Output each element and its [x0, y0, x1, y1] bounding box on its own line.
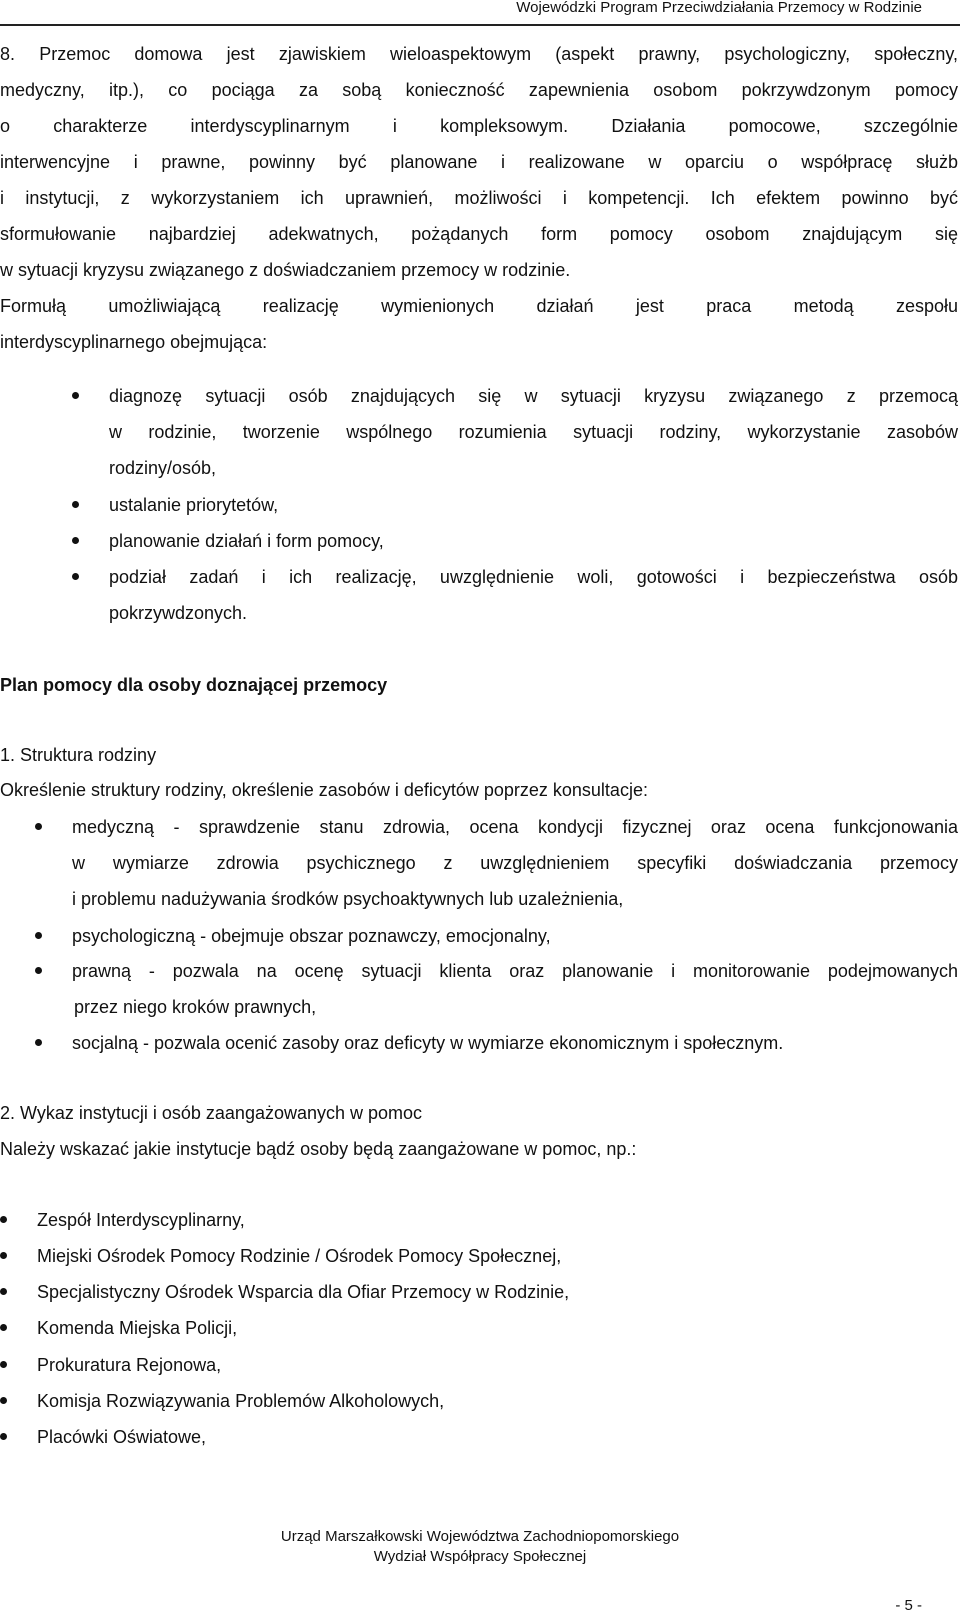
bullet-icon: [72, 573, 79, 580]
p8-line-2: o charakterze interdyscyplinarnym i kompleksowym. Działania pomocowe, szczególnie: [0, 116, 958, 136]
bullet-icon: [0, 1324, 7, 1331]
list1-item-1: ustalanie priorytetów,: [109, 495, 279, 515]
list2-item-0-line-1: w wymiarze zdrowia psychicznego z uwzględnieniem specyfiki doświadczania przemocy: [72, 853, 958, 873]
section-2-title: 2. Wykaz instytucji i osób zaangażowanych w pomoc: [0, 1103, 423, 1123]
bullet-icon: [0, 1216, 7, 1223]
bullet-icon: [72, 392, 79, 399]
list1-item-3-line-1: pokrzywdzonych.: [109, 603, 248, 623]
list2-item-1: psychologiczną - obejmuje obszar poznawczy, emocjonalny,: [72, 926, 551, 946]
list2-item-2-line-0: prawną - pozwala na ocenę sytuacji klienta oraz planowanie i monitorowanie podejmowanych: [72, 961, 958, 981]
bullet-icon: [35, 823, 42, 830]
list2-item-2-line-1: przez niego kroków prawnych,: [74, 997, 317, 1017]
plan-heading: Plan pomocy dla osoby doznającej przemocy: [0, 675, 388, 695]
p8-line-0: 8. Przemoc domowa jest zjawiskiem wieloaspektowym (aspekt prawny, psychologiczny, społeczny,: [0, 44, 958, 64]
section-1-title: 1. Struktura rodziny: [0, 745, 157, 765]
p8-line-8: interdyscyplinarnego obejmująca:: [0, 332, 268, 352]
bullet-icon: [0, 1433, 7, 1440]
list3-item-3: Komenda Miejska Policji,: [37, 1318, 238, 1338]
footer-office: Urząd Marszałkowski Województwa Zachodniopomorskiego: [280, 1528, 680, 1545]
p8-line-1: medyczny, itp.), co pociąga za sobą konieczność zapewnienia osobom pokrzywdzonym pomocy: [0, 80, 958, 100]
header-divider: [0, 24, 960, 26]
list3-item-4: Prokuratura Rejonowa,: [37, 1355, 222, 1375]
header-title: Wojewódzki Program Przeciwdziałania Przemocy w Rodzinie: [516, 0, 922, 16]
bullet-icon: [35, 1039, 42, 1046]
bullet-icon: [0, 1252, 7, 1259]
page-footer: [0, 1527, 960, 1567]
list2-item-3: socjalną - pozwala ocenić zasoby oraz deficyty w wymiarze ekonomicznym i społecznym.: [72, 1033, 784, 1053]
list1-item-3-line-0: podział zadań i ich realizację, uwzględnienie woli, gotowości i bezpieczeństwa osób: [109, 567, 958, 587]
p8-line-5: sformułowanie najbardziej adekwatnych, pożądanych form pomocy osobom znajdującym się: [0, 224, 958, 244]
bullet-icon: [0, 1361, 7, 1368]
list3-item-0: Zespół Interdyscyplinarny,: [37, 1210, 245, 1230]
list3-item-2: Specjalistyczny Ośrodek Wsparcia dla Ofiar Przemocy w Rodzinie,: [37, 1282, 570, 1302]
bullet-icon: [35, 967, 42, 974]
p8-line-6: w sytuacji kryzysu związanego z doświadczaniem przemocy w rodzinie.: [0, 260, 571, 280]
bullet-icon: [0, 1397, 7, 1404]
list2-item-0-line-0: medyczną - sprawdzenie stanu zdrowia, ocena kondycji fizycznej oraz ocena funkcjonowania: [72, 817, 958, 837]
list1-item-0-line-1: w rodzinie, tworzenie wspólnego rozumienia sytuacji rodziny, wykorzystanie zasobów: [109, 422, 958, 442]
bullet-icon: [72, 501, 79, 508]
list1-item-0-line-2: rodziny/osób,: [109, 458, 217, 478]
list1-item-0-line-0: diagnozę sytuacji osób znajdujących się w sytuacji kryzysu związanego z przemocą: [109, 386, 958, 406]
bullet-icon: [0, 1288, 7, 1295]
p8-line-4: i instytucji, z wykorzystaniem ich uprawnień, możliwości i kompetencji. Ich efektem powinno być: [0, 188, 958, 208]
section-2-intro: Należy wskazać jakie instytucje bądź osoby będą zaangażowane w pomoc, np.:: [0, 1139, 637, 1159]
page-number: - 5 -: [895, 1597, 922, 1614]
footer-department: Wydział Współpracy Społecznej: [373, 1548, 587, 1565]
p8-line-3: interwencyjne i prawne, powinny być planowane i realizowane w oparciu o współpracę służb: [0, 152, 958, 172]
bullet-icon: [35, 932, 42, 939]
bullet-icon: [72, 537, 79, 544]
list3-item-5: Komisja Rozwiązywania Problemów Alkoholowych,: [37, 1391, 445, 1411]
p8-line-7: Formułą umożliwiającą realizację wymienionych działań jest praca metodą zespołu: [0, 296, 958, 316]
list2-item-0-line-2: i problemu nadużywania środków psychoaktywnych lub uzależnienia,: [72, 889, 624, 909]
list3-item-1: Miejski Ośrodek Pomocy Rodzinie / Ośrodek Pomocy Społecznej,: [37, 1246, 562, 1266]
list3-item-6: Placówki Oświatowe,: [37, 1427, 207, 1447]
section-1-intro: Określenie struktury rodziny, określenie zasobów i deficytów poprzez konsultacje:: [0, 780, 648, 800]
list1-item-2: planowanie działań i form pomocy,: [109, 531, 384, 551]
